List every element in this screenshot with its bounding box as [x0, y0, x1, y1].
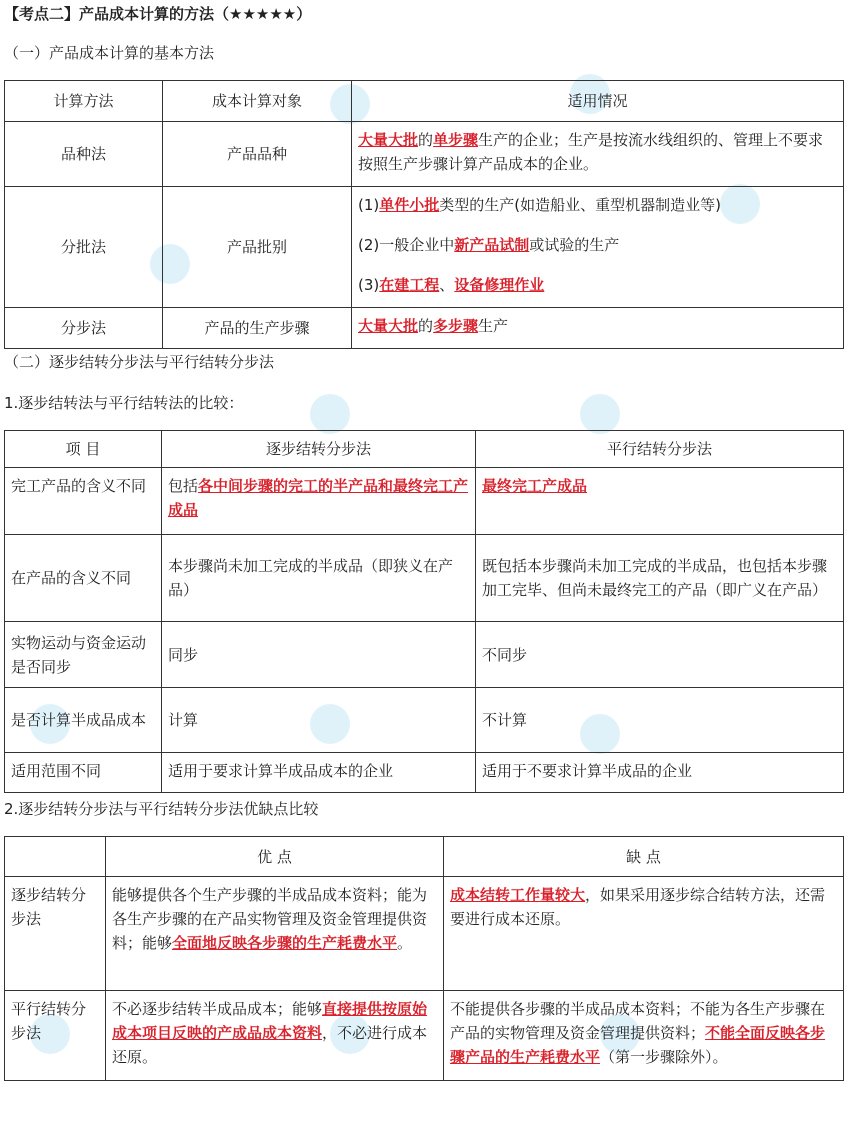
emphasis-text: 大量大批: [358, 317, 419, 335]
emphasis-text: 直接提供按原始成本项目反映的产成品成本资料: [112, 1000, 428, 1042]
text: ，不必进行成本还原。: [112, 1024, 428, 1066]
subtitle: 1.逐步结转法与平行结转法的比较：: [4, 394, 244, 412]
text: 的: [418, 317, 434, 335]
item-cell: 是否计算半成品成本: [5, 688, 162, 753]
parallel-cell: 适用于不要求计算半成品的企业: [476, 753, 844, 793]
emphasis-text: 各中间步骤的完工的半产品和最终完工产成品: [168, 477, 469, 519]
emphasis-text: 不能全面反映各步骤产品的生产耗费水平: [450, 1024, 826, 1066]
table-header: 缺 点: [444, 837, 844, 877]
stepwise-cell: 计算: [162, 688, 476, 753]
table-header: 成本计算对象: [163, 81, 352, 122]
item-cell: 适用范围不同: [5, 753, 162, 793]
method-cell: 分步法: [5, 308, 163, 349]
text: （第一步骤除外）。: [600, 1048, 728, 1066]
section-heading: （一）产品成本计算的基本方法: [4, 44, 215, 62]
table-row: [5, 688, 844, 753]
table-row: [5, 535, 844, 622]
text: 。: [397, 934, 413, 952]
table-row: [5, 753, 844, 793]
text: 生产: [478, 317, 509, 335]
item-cell: 在产品的含义不同: [5, 535, 162, 622]
emphasis-text: 最终完工产成品: [482, 477, 588, 495]
table-row: [5, 468, 844, 535]
emphasis-text: 单步骤: [433, 131, 479, 149]
text: 的: [418, 131, 434, 149]
table-header: 适用情况: [352, 81, 844, 122]
object-cell: 产品批别: [163, 187, 352, 308]
stepwise-cell: 适用于要求计算半成品成本的企业: [162, 753, 476, 793]
emphasis-text: 在建工程: [379, 276, 440, 294]
table-row: [5, 622, 844, 688]
text: 或试验的生产: [529, 236, 620, 254]
text: (2)一般企业中: [358, 236, 455, 254]
emphasis-text: 成本结转工作量较大: [450, 886, 586, 904]
object-cell: 产品品种: [163, 122, 352, 187]
subtitle: 2.逐步结转分步法与平行结转分步法优缺点比较: [4, 800, 319, 818]
table-header: 平行结转分步法: [476, 431, 844, 468]
item-cell: 平行结转分步法: [5, 991, 106, 1081]
usage-cell: [352, 308, 844, 349]
text: ，如果采用逐步综合结转方法，还需要进行成本还原。: [450, 886, 826, 928]
method-cell: 品种法: [5, 122, 163, 187]
table-row: [5, 187, 844, 308]
object-cell: 产品的生产步骤: [163, 308, 352, 349]
text: 包括: [168, 477, 199, 495]
parallel-cell: 不同步: [476, 622, 844, 688]
pros-cons-table: [4, 836, 844, 1081]
cons-cell: [444, 991, 844, 1081]
stepwise-cell: [162, 468, 476, 535]
text: (3): [358, 276, 380, 294]
table-row: [5, 991, 844, 1081]
emphasis-text: 单件小批: [379, 196, 440, 214]
text: 不能提供各步骤的半成品成本资料；不能为各生产步骤在产品的实物管理及资金管理提供资料；: [450, 1000, 826, 1042]
emphasis-text: 设备修理作业: [454, 276, 545, 294]
usage-cell: [352, 122, 844, 187]
cons-cell: [444, 877, 844, 991]
table-row: [5, 308, 844, 349]
item-cell: 实物运动与资金运动是否同步: [5, 622, 162, 688]
table-header: 项 目: [5, 431, 162, 468]
table-header: 优 点: [106, 837, 444, 877]
item-cell: 完工产品的含义不同: [5, 468, 162, 535]
text: 不必逐步结转半成品成本；能够: [112, 1000, 323, 1018]
text: (1): [358, 196, 380, 214]
usage-cell: [352, 187, 844, 308]
parallel-cell: [476, 468, 844, 535]
text: 能够提供各个生产步骤的半成品成本资料；能为各生产步骤的在产品实物管理及资金管理提供资料；能够: [112, 886, 428, 952]
text: 生产的企业；生产是按流水线组织的、管理上不要求按照生产步骤计算产品成本的企业。: [358, 131, 824, 173]
comparison-table: [4, 430, 844, 793]
text: 类型的生产(如造船业、重型机器制造业等): [439, 196, 721, 214]
table-row: [5, 122, 844, 187]
pros-cell: [106, 877, 444, 991]
parallel-cell: 既包括本步骤尚未加工完成的半成品，也包括本步骤加工完毕、但尚未最终完工的产品（即广义在产品）: [476, 535, 844, 622]
stepwise-cell: 本步骤尚未加工完成的半成品（即狭义在产品）: [162, 535, 476, 622]
emphasis-text: 多步骤: [433, 317, 479, 335]
table-header: [5, 837, 106, 877]
emphasis-text: 大量大批: [358, 131, 419, 149]
method-cell: 分批法: [5, 187, 163, 308]
item-cell: 逐步结转分步法: [5, 877, 106, 991]
methods-table: [4, 80, 844, 349]
emphasis-text: 全面地反映各步骤的生产耗费水平: [172, 934, 398, 952]
text: 、: [439, 276, 455, 294]
page-title: 【考点二】产品成本计算的方法（★★★★★）: [4, 5, 312, 23]
table-row: [5, 877, 844, 991]
section-heading: （二）逐步结转分步法与平行结转分步法: [4, 353, 275, 371]
pros-cell: [106, 991, 444, 1081]
table-header: 逐步结转分步法: [162, 431, 476, 468]
parallel-cell: 不计算: [476, 688, 844, 753]
emphasis-text: 新产品试制: [454, 236, 530, 254]
stepwise-cell: 同步: [162, 622, 476, 688]
table-header: 计算方法: [5, 81, 163, 122]
